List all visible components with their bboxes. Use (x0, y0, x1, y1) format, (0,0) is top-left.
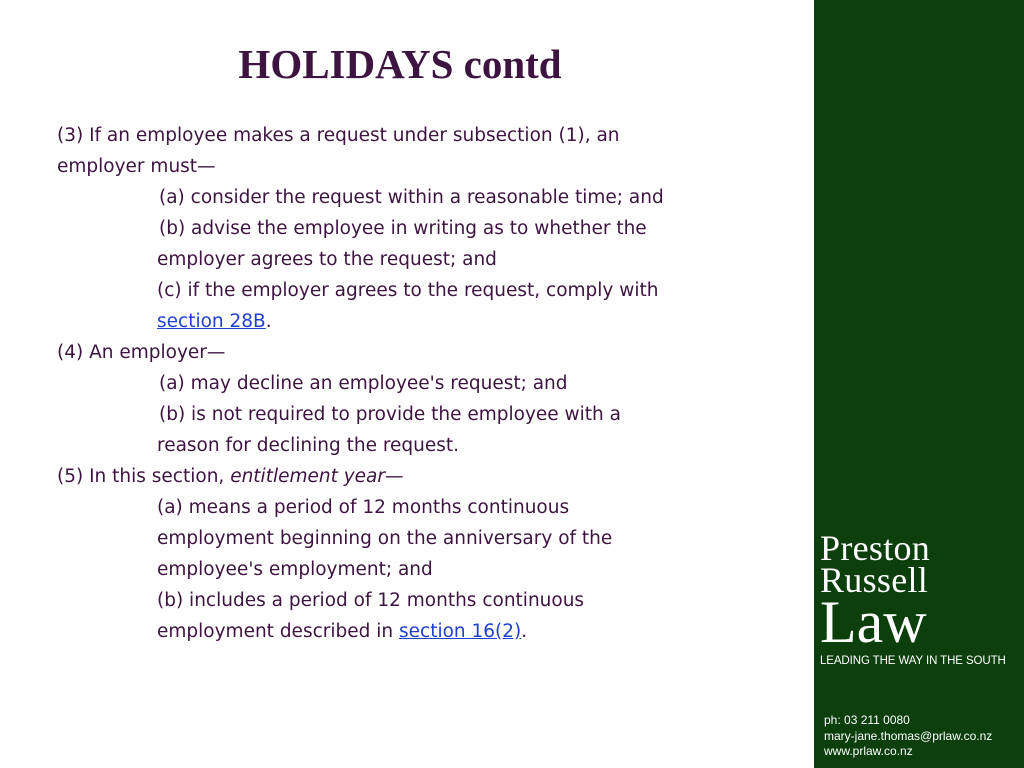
text-line: (c) if the employer agrees to the request, comply with (157, 280, 659, 301)
text-line: (4) An employer— (57, 342, 226, 363)
text-line: reason for declining the request. (157, 435, 460, 456)
text-line: employer agrees to the request; and (157, 249, 497, 270)
brand-name-preston: Preston (820, 528, 931, 568)
contact-info (824, 713, 1024, 760)
text-line: employee's employment; and (157, 559, 433, 580)
text-line: (b) advise the employee in writing as to whether the (159, 218, 647, 239)
text-fragment: (5) In this section, (57, 466, 231, 487)
brand-tagline: LEADING THE WAY IN THE SOUTH (820, 655, 1006, 667)
text-line: (b) includes a period of 12 months continuous (157, 590, 585, 611)
text-line: (a) means a period of 12 months continuous (157, 497, 570, 518)
text-fragment: — (385, 466, 404, 487)
text-fragment: . (521, 621, 528, 642)
text-line: (a) may decline an employee's request; and (159, 373, 568, 394)
slide-body (57, 120, 757, 647)
contact-website: www.prlaw.co.nz (824, 744, 913, 758)
section-28b-link[interactable]: section 28B (157, 311, 266, 332)
slide-title: HOLIDAYS contd (238, 41, 562, 87)
brand-logo (820, 528, 1024, 668)
text-line: (b) is not required to provide the employee with a (159, 404, 622, 425)
brand-name-law: Law (820, 589, 927, 655)
section-16-2-link[interactable]: section 16(2) (399, 621, 522, 642)
text-line (57, 616, 757, 647)
text-line: (3) If an employee makes a request under subsection (1), an (57, 125, 620, 146)
text-line (57, 461, 757, 492)
text-line (57, 306, 757, 337)
text-line: employment beginning on the anniversary of the (157, 528, 613, 549)
text-fragment: . (265, 311, 272, 332)
contact-email: mary-jane.thomas@prlaw.co.nz (824, 728, 993, 743)
defined-term: entitlement year (230, 466, 385, 487)
text-line: (a) consider the request within a reasonable time; and (159, 187, 664, 208)
brand-name-russell: Russell (820, 560, 929, 600)
text-fragment: employment described in (157, 621, 399, 642)
contact-phone: ph: 03 211 0080 (824, 713, 910, 727)
text-line: employer must— (57, 156, 216, 177)
